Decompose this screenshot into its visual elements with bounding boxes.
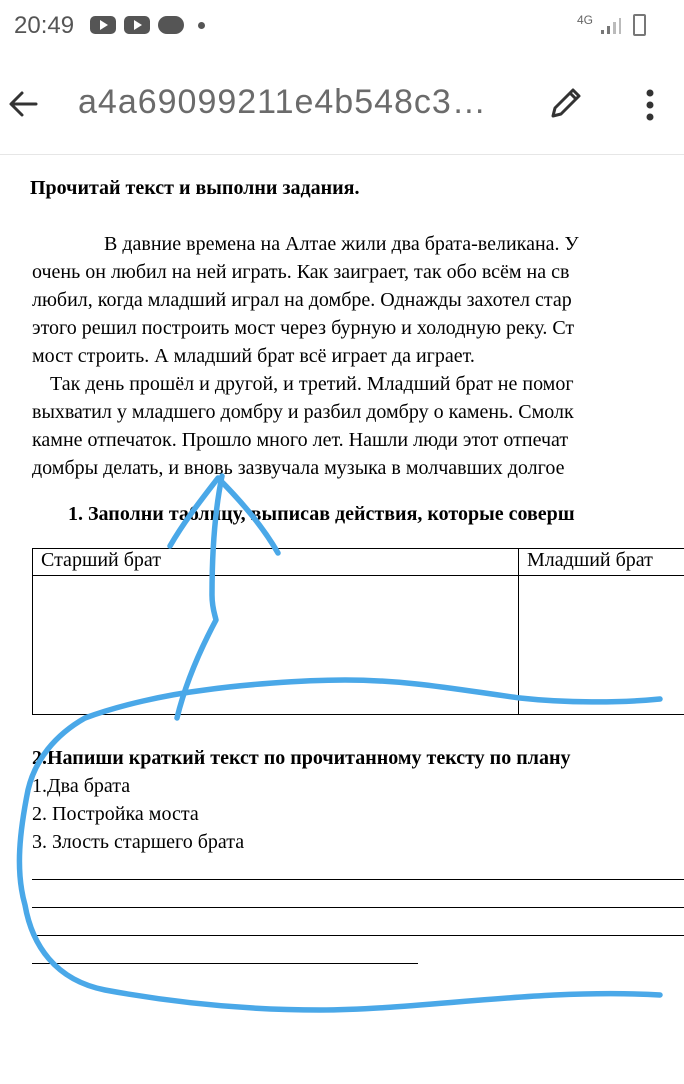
paragraph-line: мост строить. А младший брат всё играет да играет. <box>32 345 475 367</box>
plan-item: 3. Злость старшего брата <box>32 831 245 853</box>
battery-icon <box>633 14 646 36</box>
document-page <box>0 155 684 1084</box>
plan-item: 2. Постройка моста <box>32 803 199 825</box>
paragraph-line: камне отпечаток. Прошло много лет. Нашли люди этот отпечат <box>32 429 569 451</box>
paragraph-line: этого решил построить мост через бурную и холодную реку. Ст <box>32 317 575 339</box>
answer-line <box>32 907 684 908</box>
cloud-icon <box>158 16 184 34</box>
table-header-older-brother: Старший брат <box>33 549 519 576</box>
answer-line <box>32 935 684 936</box>
paragraph-line: любил, когда младший играл на домбре. Однажды захотел стар <box>32 289 572 311</box>
table-cell <box>33 576 519 715</box>
notification-icons <box>90 16 205 34</box>
status-bar <box>0 0 684 56</box>
actions-table <box>32 548 684 715</box>
paragraph-line: выхватил у младшего домбру и разбил домбру о камень. Смолк <box>32 401 574 423</box>
paragraph-line: очень он любил на ней играть. Как заиграет, так обо всём на св <box>32 261 570 283</box>
more-notifications-dot-icon <box>198 22 205 29</box>
youtube-icon <box>90 16 116 34</box>
paragraph-line: Так день прошёл и другой, и третий. Младший брат не помог <box>50 373 574 395</box>
network-type: 4G <box>577 13 594 27</box>
app-bar <box>0 56 684 155</box>
answer-line <box>32 963 418 964</box>
doc-heading: Прочитай текст и выполни задания. <box>30 177 360 199</box>
answer-line <box>32 879 684 880</box>
table-header-younger-brother: Младший брат <box>519 549 684 576</box>
document-title: a4a69099211e4b548c3… <box>78 83 487 121</box>
task-2: 2.Напиши краткий текст по прочитанному тексту по плану <box>32 747 571 769</box>
status-time: 20:49 <box>14 12 75 39</box>
more-options-icon[interactable] <box>637 84 663 126</box>
table-cell <box>519 576 684 715</box>
youtube-icon <box>124 16 150 34</box>
paragraph-line: В давние времена на Алтае жили два брата-великана. У <box>104 233 579 255</box>
task-1: 1. Заполни таблицу, выписав действия, которые соверш <box>68 503 575 525</box>
pencil-edit-icon[interactable] <box>545 82 587 124</box>
plan-item: 1.Два брата <box>32 775 131 797</box>
signal-icon <box>600 17 622 35</box>
back-arrow-icon[interactable] <box>4 84 44 124</box>
paragraph-line: домбры делать, и вновь зазвучала музыка в молчавших долгое <box>32 457 565 479</box>
